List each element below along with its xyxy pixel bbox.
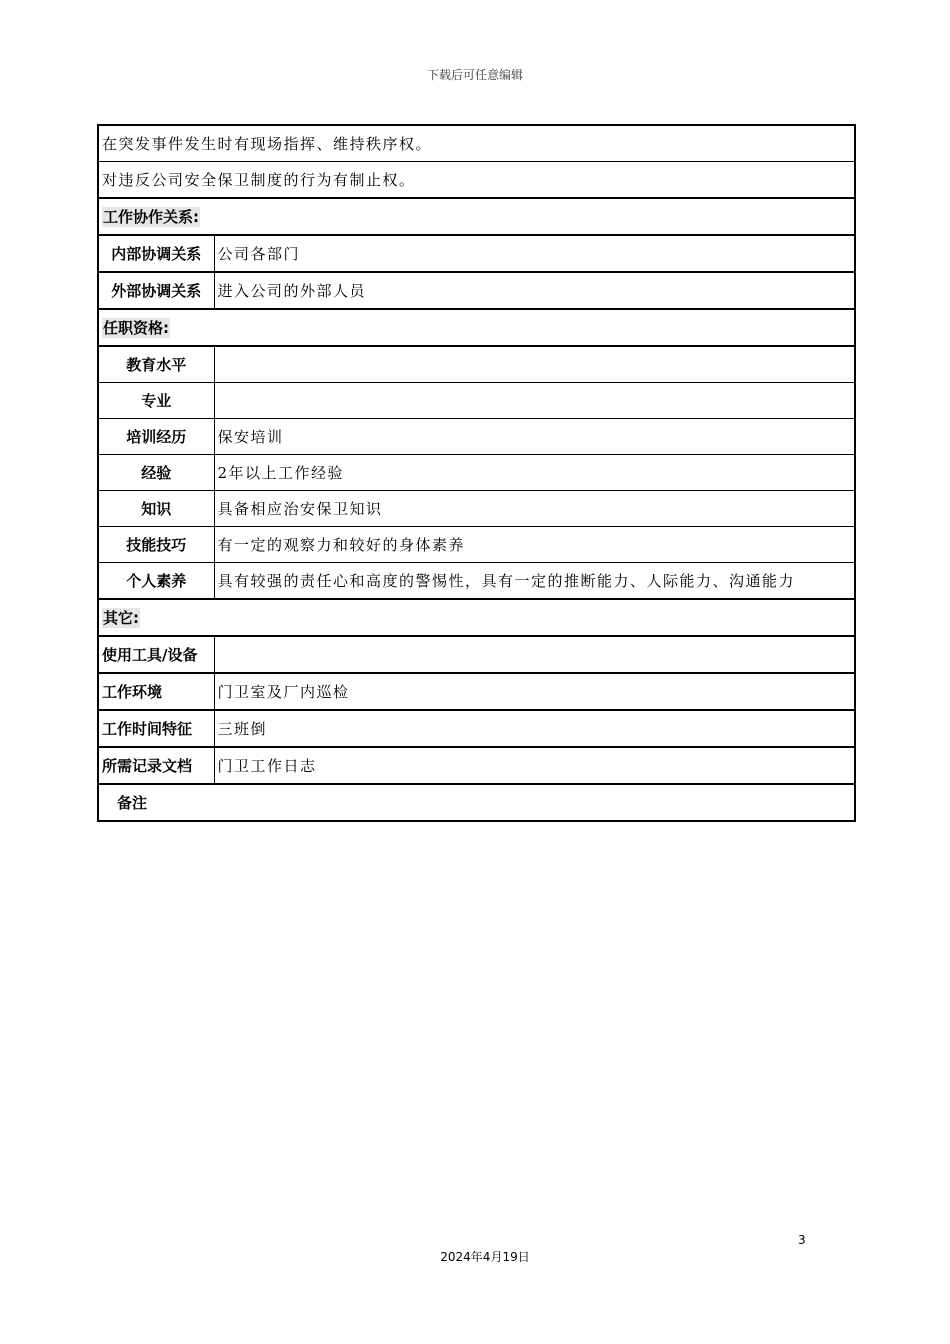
- remark-row: [98, 784, 855, 821]
- table-row: [98, 383, 855, 419]
- row-value: 三班倒: [214, 710, 855, 747]
- section-title-cooperation: 工作协作关系:: [103, 208, 199, 226]
- row-value: 有一定的观察力和较好的身体素养: [214, 527, 855, 563]
- row-value: 2年以上工作经验: [214, 455, 855, 491]
- row-label: 技能技巧: [98, 527, 214, 563]
- table-row: [98, 636, 855, 673]
- row-value: 门卫室及厂内巡检: [214, 673, 855, 710]
- row-label: 使用工具/设备: [98, 636, 214, 673]
- table-row: [98, 235, 855, 272]
- table-row: [98, 673, 855, 710]
- row-label: 工作环境: [98, 673, 214, 710]
- row-value: [214, 636, 855, 673]
- table-row: [98, 419, 855, 455]
- header-note: 下载后可任意编辑: [426, 68, 523, 82]
- table-row: [98, 563, 855, 600]
- section-title-other: 其它:: [103, 609, 139, 627]
- table-row: [98, 455, 855, 491]
- section-row-cooperation: [98, 198, 855, 235]
- row-value: 进入公司的外部人员: [214, 272, 855, 309]
- row-value: 具备相应治安保卫知识: [214, 491, 855, 527]
- footer-date: 2024年4月19日: [440, 1250, 530, 1264]
- section-row-other: [98, 599, 855, 636]
- authority-row: [98, 162, 855, 199]
- table-row: [98, 272, 855, 309]
- row-label: 培训经历: [98, 419, 214, 455]
- section-title-qualification: 任职资格:: [103, 319, 169, 337]
- authority-row: [98, 125, 855, 162]
- row-value: [214, 383, 855, 419]
- row-value: 公司各部门: [214, 235, 855, 272]
- row-label: 所需记录文档: [98, 747, 214, 784]
- row-value: 具有较强的责任心和高度的警惕性，具有一定的推断能力、人际能力、沟通能力: [214, 563, 855, 600]
- table-row: [98, 710, 855, 747]
- row-value: [214, 346, 855, 383]
- row-label: 个人素养: [98, 563, 214, 600]
- row-value: 保安培训: [214, 419, 855, 455]
- remark-label: 备注: [98, 784, 214, 821]
- table-row: [98, 346, 855, 383]
- remark-value: [214, 784, 855, 821]
- table-row: [98, 747, 855, 784]
- authority-text-1: 在突发事件发生时有现场指挥、维持秩序权。: [98, 125, 855, 162]
- row-label: 专业: [98, 383, 214, 419]
- page-number: 3: [798, 1233, 806, 1247]
- section-row-qualification: [98, 309, 855, 346]
- table-row: [98, 491, 855, 527]
- table-row: [98, 527, 855, 563]
- row-label: 内部协调关系: [98, 235, 214, 272]
- row-value: 门卫工作日志: [214, 747, 855, 784]
- row-label: 知识: [98, 491, 214, 527]
- row-label: 外部协调关系: [98, 272, 214, 309]
- authority-text-2: 对违反公司安全保卫制度的行为有制止权。: [98, 162, 855, 199]
- row-label: 教育水平: [98, 346, 214, 383]
- job-description-table: [97, 124, 856, 822]
- row-label: 工作时间特征: [98, 710, 214, 747]
- row-label: 经验: [98, 455, 214, 491]
